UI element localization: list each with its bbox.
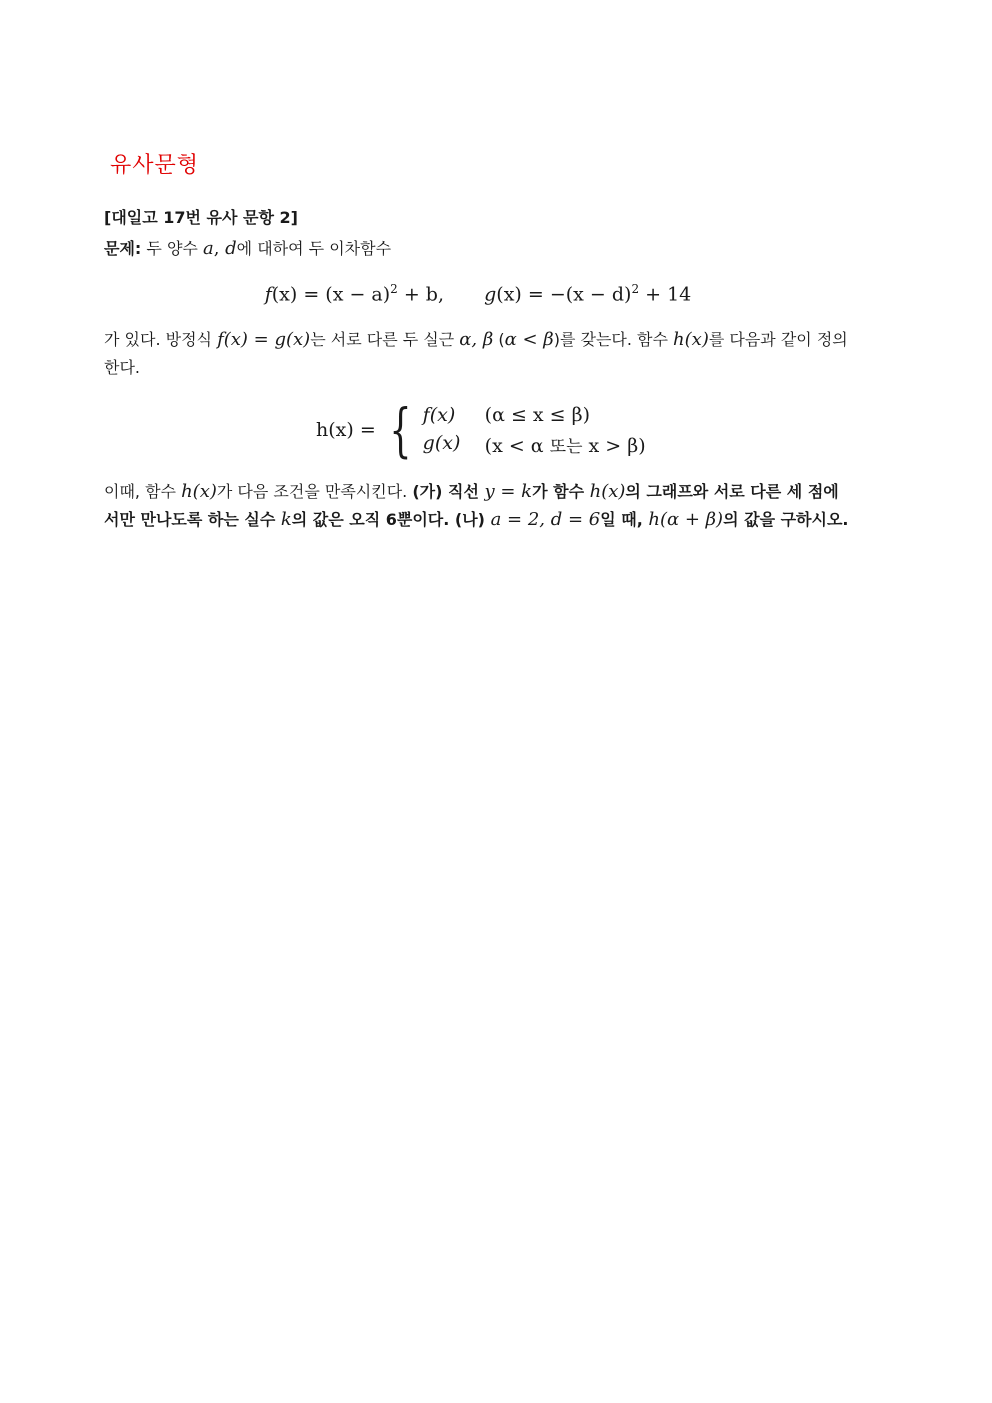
f-exponent: 2 bbox=[390, 282, 398, 296]
f-symbol: f bbox=[264, 283, 272, 306]
row2-or: 또는 bbox=[549, 436, 583, 457]
para3-text-1: 이때, 함수 bbox=[104, 482, 182, 501]
h-of-x-2: h(x) bbox=[181, 481, 217, 502]
conditions-paragraph bbox=[104, 478, 854, 534]
condition-ga-2: 가 함수 bbox=[532, 482, 590, 501]
piecewise-row-2 bbox=[423, 432, 646, 457]
problem-label: 문제: bbox=[104, 239, 142, 258]
equation-f-eq-g: f(x) = g(x) bbox=[217, 329, 311, 350]
left-brace: { bbox=[389, 396, 412, 464]
row2-cond-right: x > β) bbox=[582, 434, 646, 457]
g-exponent: 2 bbox=[631, 282, 640, 296]
section-heading: 유사문형 bbox=[110, 153, 200, 178]
h-of-x-3: h(x) bbox=[589, 481, 626, 502]
para3-text-2: 가 다음 조건을 만족시킨다. bbox=[216, 482, 413, 501]
condition-na-2: 일 때, bbox=[600, 510, 649, 529]
piecewise-lhs: h(x) = bbox=[316, 419, 376, 441]
question-end: 의 값을 구하시오. bbox=[723, 510, 849, 529]
g-body: (x) = −(x − d) bbox=[496, 283, 632, 306]
h-alpha-plus-beta: h(α + β) bbox=[648, 509, 724, 530]
problem-intro bbox=[104, 235, 854, 263]
line-y-eq-k: y = k bbox=[484, 481, 533, 502]
row2-function: g(x) bbox=[422, 431, 461, 454]
para2-text-1: 가 있다. 방정식 bbox=[104, 330, 218, 349]
g-symbol: g bbox=[484, 283, 497, 306]
para2-text-5: 를 다음과 같이 정의한다. bbox=[104, 330, 848, 377]
piecewise-row-1 bbox=[423, 404, 646, 426]
values-a-d: a = 2, d = 6 bbox=[490, 509, 601, 530]
roots-alpha-beta: α, β bbox=[459, 329, 494, 350]
g-tail: + 14 bbox=[639, 283, 692, 306]
var-k: k bbox=[280, 509, 292, 530]
f-body: (x) = (x − a) bbox=[271, 283, 391, 306]
piecewise-definition bbox=[316, 398, 646, 462]
row1-condition: (α ≤ x ≤ β) bbox=[484, 403, 591, 426]
para2-text-4: )를 갖는다. 함수 bbox=[553, 330, 674, 349]
var-a: a bbox=[202, 238, 214, 259]
problem-title: [대일고 17번 유사 문항 2] bbox=[104, 208, 298, 227]
quadratic-definitions bbox=[0, 282, 956, 305]
row1-function: f(x) bbox=[422, 403, 456, 426]
intro-text-2: 에 대하여 두 이차함수 bbox=[236, 239, 392, 258]
comma: , bbox=[213, 238, 226, 259]
condition-ga-3: 의 그래프와 서로 다른 세 점에서만 만나도록 하는 실수 bbox=[104, 482, 839, 529]
intro-text-1: 두 양수 bbox=[141, 239, 203, 258]
f-tail: + b, bbox=[397, 283, 445, 306]
roots-paragraph bbox=[104, 326, 854, 382]
para2-text-2: 는 서로 다른 두 실근 bbox=[310, 330, 460, 349]
para2-text-3: ( bbox=[493, 330, 505, 349]
row2-condition bbox=[485, 432, 646, 457]
condition-na-start: 의 값은 오직 6뿐이다. (나) bbox=[291, 510, 491, 529]
h-of-x: h(x) bbox=[673, 329, 709, 350]
condition-ga-start: (가) 직선 bbox=[412, 482, 485, 501]
alpha-lt-beta: α < β bbox=[504, 329, 554, 350]
row2-cond-left: (x < α bbox=[484, 434, 550, 457]
var-d: d bbox=[225, 238, 237, 259]
